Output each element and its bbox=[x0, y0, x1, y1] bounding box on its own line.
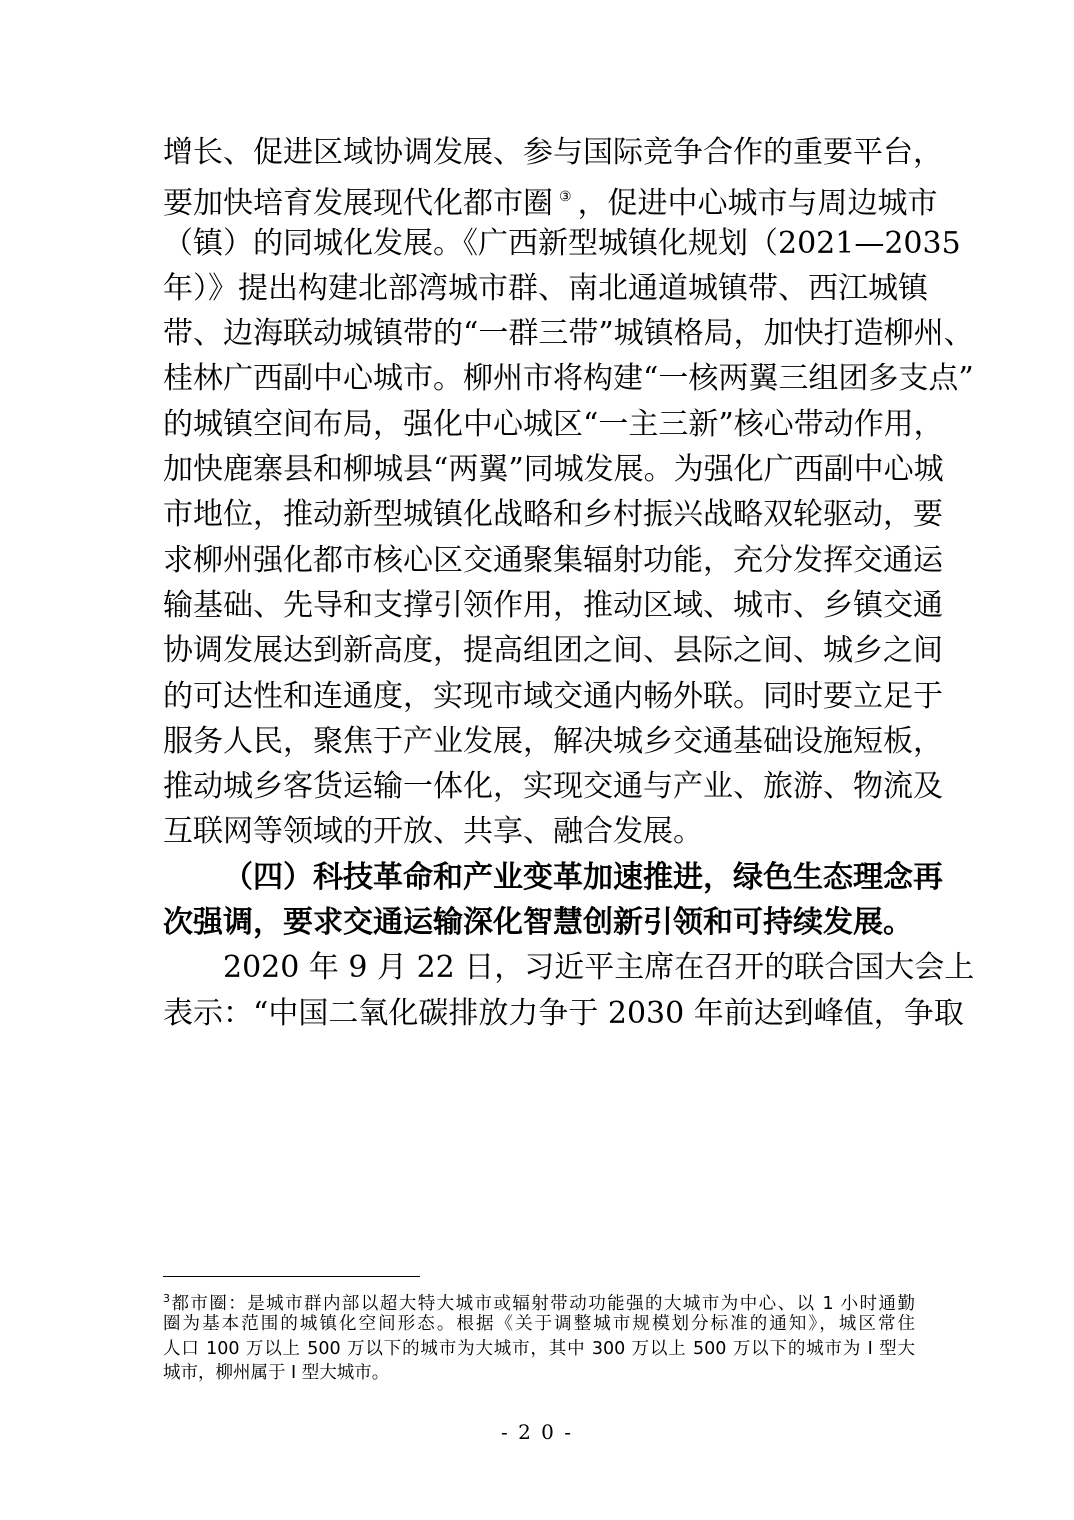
text-line: 桂林广西副中心城市。柳州市将构建“一核两翼三组团多支点” bbox=[163, 361, 974, 397]
footnote-line: 人口 100 万以上 500 万以下的城市为大城市，其中 300 万以上 500 万以下的城市为 I 型大 bbox=[163, 1338, 915, 1359]
text-line: 互联网等领域的开放、共享、融合发展。 bbox=[163, 814, 703, 850]
text-line: 表示：“中国二氧化碳排放力争于 2030 年前达到峰值，争取 bbox=[163, 995, 964, 1031]
text-line: 推动城乡客货运输一体化，实现交通与产业、旅游、物流及 bbox=[163, 769, 943, 805]
text-line: （镇）的同城化发展。《广西新型城镇化规划（2021—2035 bbox=[163, 225, 961, 261]
text-line: 带、边海联动城镇带的“一群三带”城镇格局，加快打造柳州、 bbox=[163, 316, 974, 352]
text-line: 协调发展达到新高度，提高组团之间、县际之间、城乡之间 bbox=[163, 633, 943, 669]
text-line: 服务人民，聚焦于产业发展，解决城乡交通基础设施短板， bbox=[163, 723, 943, 759]
text-line: 加快鹿寨县和柳城县“两翼”同城发展。为强化广西副中心城 bbox=[163, 452, 944, 488]
text-line: 输基础、先导和支撑引领作用，推动区域、城市、乡镇交通 bbox=[163, 587, 943, 623]
text-line: 2020 年 9 月 22 日，习近平主席在召开的联合国大会上 bbox=[223, 950, 975, 986]
footnote-marker: 3 bbox=[163, 1292, 170, 1305]
text-line: 年）》提出构建北部湾城市群、南北通道城镇带、西江城镇 bbox=[163, 270, 928, 306]
text-line: 求柳州强化都市核心区交通聚集辐射功能，充分发挥交通运 bbox=[163, 542, 943, 578]
text-line: 市地位，推动新型城镇化战略和乡村振兴战略双轮驱动，要 bbox=[163, 497, 943, 533]
footnote-line bbox=[163, 1287, 915, 1312]
text-line bbox=[163, 175, 938, 222]
footnote-separator bbox=[163, 1276, 420, 1277]
footnote-line: 城市，柳州属于 I 型大城市。 bbox=[163, 1363, 390, 1384]
section-heading-line: 次强调，要求交通运输深化智慧创新引领和可持续发展。 bbox=[163, 905, 913, 941]
footnote bbox=[163, 1287, 915, 1386]
text-line: 增长、促进区域协调发展、参与国际竞争合作的重要平台， bbox=[163, 135, 943, 170]
footnote-text: 都市圈：是城市群内部以超大特大城市或辐射带动功能强的大城市为中心、以 1 小时通勤 bbox=[170, 1294, 915, 1314]
page-number: - 2 0 - bbox=[500, 1420, 574, 1444]
footnote-reference[interactable]: ③ bbox=[559, 189, 572, 206]
text-fragment: ，促进中心城市与周边城市 bbox=[577, 186, 938, 222]
section-heading-line: （四）科技革命和产业变革加速推进，绿色生态理念再 bbox=[223, 859, 943, 895]
text-line: 的城镇空间布局，强化中心城区“一主三新”核心带动作用， bbox=[163, 406, 944, 442]
body-text bbox=[163, 130, 975, 1036]
text-line: 的可达性和连通度，实现市域交通内畅外联。同时要立足于 bbox=[163, 678, 943, 714]
footnote-line: 圈为基本范围的城镇化空间形态。根据《关于调整城市规模划分标准的通知》，城区常住 bbox=[163, 1313, 915, 1334]
text-fragment: 要加快培育发展现代化都市圈 bbox=[163, 186, 553, 222]
